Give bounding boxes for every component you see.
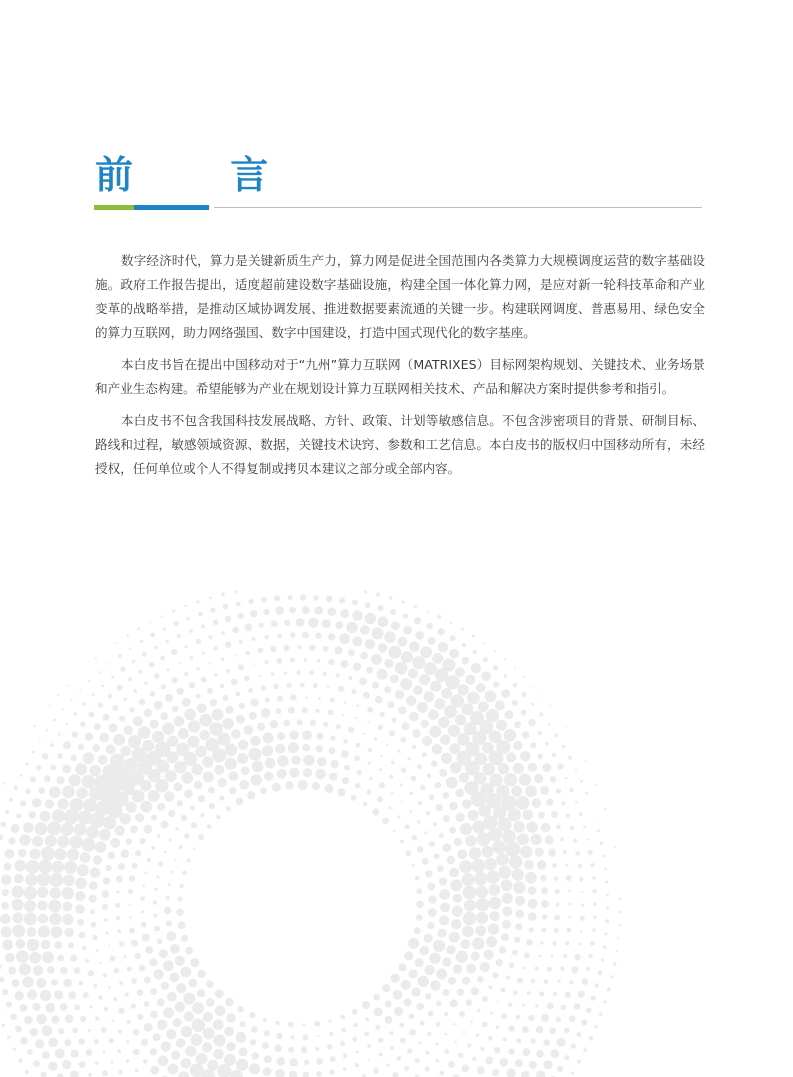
title-divider-line [214,207,702,208]
page-title: 前 言 [95,153,311,197]
preface-body [95,249,705,489]
paragraph-2: 本白皮书旨在提出中国移动对于“九州”算力互联网（MATRIXES）目标网架构规划、关键技术、业务场景和产业生态构建。希望能够为产业在规划设计算力互联网相关技术、产品和解决方案时提供参考和指引。 [95,357,705,396]
paragraph-3: 本白皮书不包含我国科技发展战略、方针、政策、计划等敏感信息。不包含涉密项目的背景、研制目标、路线和过程，敏感领域资源、数据，关键技术诀窍、参数和工艺信息。本白皮书的版权归中国移动所有，未经授权，任何单位或个人不得复制或拷贝本建议之部分或全部内容。 [95,413,705,476]
title-underline-green [94,205,134,210]
dot-ring-pattern-icon [0,560,793,1077]
title-underline-blue [134,205,209,210]
paragraph-1: 数字经济时代，算力是关键新质生产力，算力网是促进全国范围内各类算力大规模调度运营的数字基础设施。政府工作报告提出，适度超前建设数字基础设施，构建全国一体化算力网，是应对新一轮科技革命和产业变革的战略举措，是推动区域协调发展、推进数据要素流通的关键一步。构建联网调度、普惠易用、绿色安全的算力互联网，助力网络强国、数字中国建设，打造中国式现代化的数字基座。 [95,253,705,340]
